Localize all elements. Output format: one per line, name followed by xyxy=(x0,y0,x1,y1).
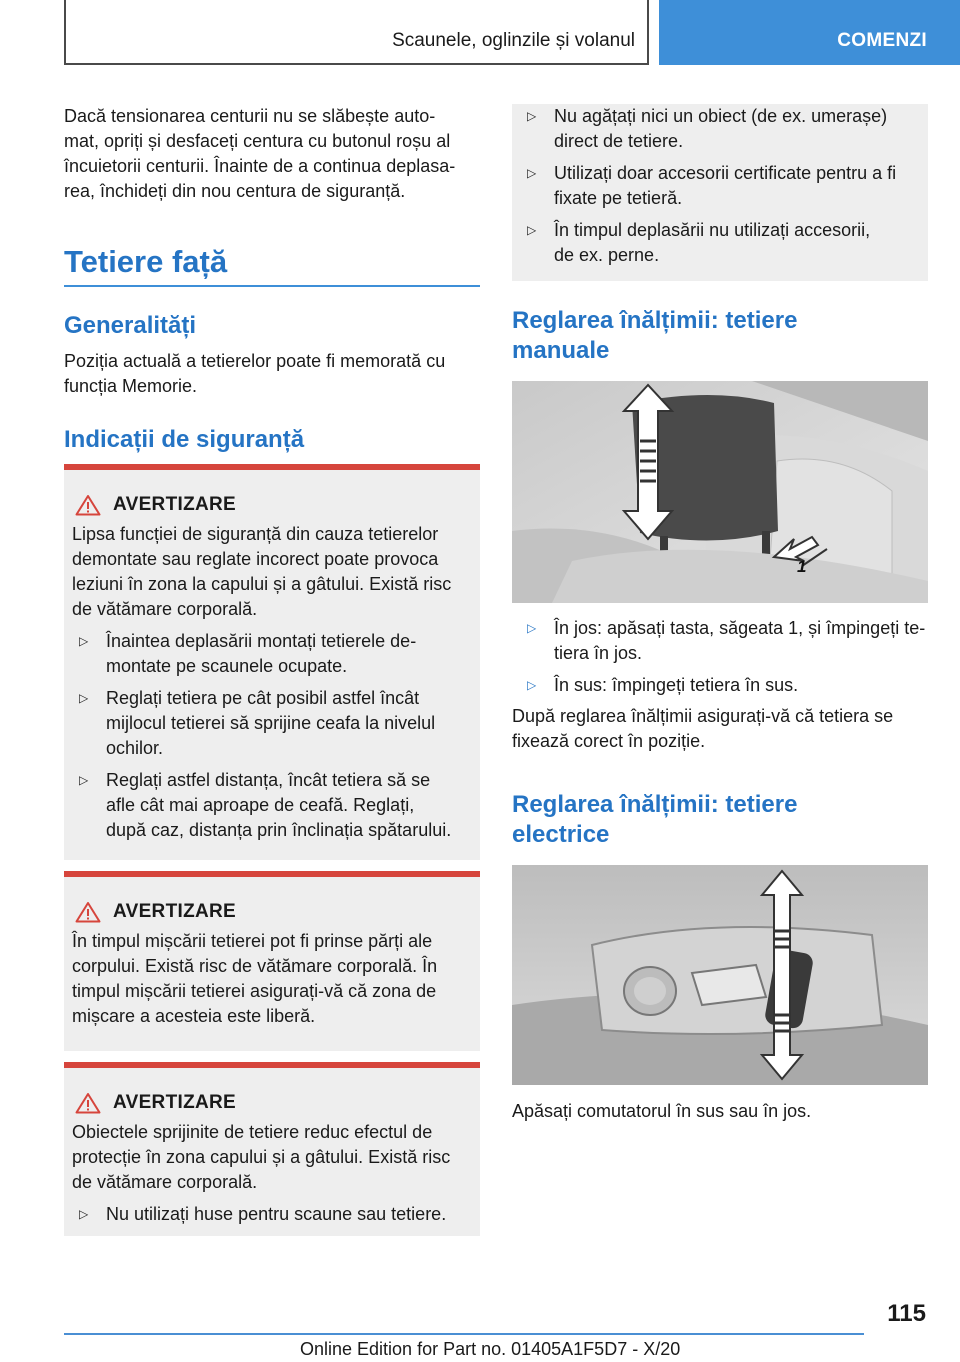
heading-rule xyxy=(64,285,480,287)
triangle-bullet-icon: ▷ xyxy=(79,773,89,787)
warning-label: AVERTIZARE xyxy=(113,901,236,922)
text-line: După reglarea înălțimii asigurați-vă că tetiera se xyxy=(512,706,894,726)
text-line: afle cât mai aproape de ceafă. Reglați, xyxy=(106,795,415,815)
list-item xyxy=(512,104,920,154)
info-box xyxy=(512,104,928,281)
triangle-bullet-icon: ▷ xyxy=(527,678,537,692)
text-line: În timpul deplasării nu utilizați accesorii, xyxy=(554,220,871,240)
electric-paragraph: Apăsați comutatorul în sus sau în jos. xyxy=(512,1101,812,1121)
text-line: Nu agățați nici un obiect (de ex. umerașe) xyxy=(554,106,888,126)
warning-label: AVERTIZARE xyxy=(113,494,236,515)
text-line: În jos: apăsați tasta, săgeata 1, și împingeți te‐ xyxy=(554,618,926,638)
triangle-bullet-icon: ▷ xyxy=(79,1207,89,1221)
header-chapter-tab[interactable] xyxy=(659,0,960,65)
electric-switch-image xyxy=(512,865,928,1085)
text-line: corpului. Există risc de vătămare corporală. În xyxy=(72,956,438,976)
text-line: funcția Memorie. xyxy=(64,376,198,396)
manual-headrest-image xyxy=(512,381,928,603)
text-line: demontate sau reglate incorect poate provoca xyxy=(72,549,439,569)
warning-bullets xyxy=(64,1195,480,1227)
footer-rule xyxy=(64,1333,864,1335)
text-line: tiera în jos. xyxy=(554,643,643,663)
text-line: ochilor. xyxy=(106,738,164,758)
warning-triangle-icon xyxy=(75,494,101,516)
text-line: de ex. perne. xyxy=(554,245,660,265)
section-title: Scaunele, oglinzile și volanul xyxy=(392,30,635,51)
warning-label: AVERTIZARE xyxy=(113,1092,236,1113)
switch-illustration xyxy=(512,865,928,1085)
list-item xyxy=(512,616,928,666)
text-line: Înaintea deplasării montați tetierele de‐ xyxy=(106,631,417,651)
chapter-title: COMENZI xyxy=(837,30,927,51)
headrest-illustration xyxy=(512,381,928,603)
triangle-bullet-icon: ▷ xyxy=(527,621,537,635)
text-line: În sus: împingeți tetiera în sus. xyxy=(554,675,799,695)
warning-triangle-icon xyxy=(75,901,101,923)
heading-line: Reglarea înălțimii: tetiere xyxy=(512,307,798,334)
heading-line: Reglarea înălțimii: tetiere xyxy=(512,791,798,818)
intro-paragraph xyxy=(64,104,480,204)
text-line: fixează corect în poziție. xyxy=(512,731,706,751)
list-item xyxy=(512,218,920,268)
text-line: fixate pe tetieră. xyxy=(554,188,683,208)
list-item xyxy=(64,686,472,761)
text-line: Reglați tetiera pe cât posibil astfel încât xyxy=(106,688,420,708)
text-line: Poziția actuală a tetierelor poate fi memorată cu xyxy=(64,351,446,371)
text-line: mijlocul tetierei să sprijine ceafa la nivelul xyxy=(106,713,436,733)
text-line: montate pe scaunele ocupate. xyxy=(106,656,348,676)
text-line: de vătămare corporală. xyxy=(72,599,258,619)
subheading-safety: Indicații de siguranță xyxy=(64,426,305,453)
text-line: de vătămare corporală. xyxy=(72,1172,258,1192)
text-line: protecție în zona capului și a gâtului. Există risc xyxy=(72,1147,451,1167)
general-paragraph xyxy=(64,349,480,399)
footer-edition: Online Edition for Part no. 01405A1F5D7 - X/20 xyxy=(300,1339,681,1359)
triangle-bullet-icon: ▷ xyxy=(527,223,537,237)
warning-header xyxy=(64,492,480,518)
warning-box-1 xyxy=(64,464,480,860)
subheading-general: Generalități xyxy=(64,312,197,339)
heading-line: manuale xyxy=(512,337,610,364)
subheading-manual xyxy=(512,306,928,366)
list-item xyxy=(512,161,920,211)
text-line: încuietorii centurii. Înainte de a continua deplasa‐ xyxy=(64,156,456,176)
text-line: Obiectele sprijinite de tetiere reduc efectul de xyxy=(72,1122,433,1142)
text-line: mișcare a acesteia este liberă. xyxy=(72,1006,316,1026)
text-line: timpul mișcării tetierei asigurați-vă că zona de xyxy=(72,981,437,1001)
callout-number: 1 xyxy=(797,557,807,576)
warning-text xyxy=(64,1116,480,1195)
triangle-bullet-icon: ▷ xyxy=(79,691,89,705)
text-line: Lipsa funcției de siguranță din cauza tetierelor xyxy=(72,524,439,544)
list-item xyxy=(64,629,472,679)
list-item xyxy=(512,673,928,698)
warning-box-3 xyxy=(64,1062,480,1236)
subheading-electric xyxy=(512,790,928,850)
text-line: după caz, distanța prin înclinația spătarului. xyxy=(106,820,452,840)
text-line: mat, opriți și desfaceți centura cu butonul roșu al xyxy=(64,131,451,151)
warning-header xyxy=(64,1090,480,1116)
header-section-tab xyxy=(64,0,649,65)
text-line: Dacă tensionarea centurii nu se slăbește auto‐ xyxy=(64,106,436,126)
heading-line: electrice xyxy=(512,821,610,848)
text-line: Nu utilizați huse pentru scaune sau tetiere. xyxy=(106,1204,447,1224)
warning-text xyxy=(64,925,480,1029)
text-line: rea, închideți din nou centura de siguranță. xyxy=(64,181,406,201)
page-number: 115 xyxy=(887,1300,926,1327)
manual-bullets xyxy=(512,616,928,698)
text-line: direct de tetiere. xyxy=(554,131,684,151)
warning-box-2 xyxy=(64,871,480,1051)
list-item xyxy=(64,1202,472,1227)
text-line: leziuni în zona la capului și a gâtului. Există risc xyxy=(72,574,452,594)
text-line: Reglați astfel distanța, încât tetiera să se xyxy=(106,770,431,790)
manual-after-paragraph xyxy=(512,704,928,754)
warning-header xyxy=(64,899,480,925)
text-line: Utilizați doar accesorii certificate pentru a fi xyxy=(554,163,897,183)
text-line: În timpul mișcării tetierei pot fi prinse părți ale xyxy=(72,931,433,951)
section-heading: Tetiere față xyxy=(64,244,228,279)
warning-triangle-icon xyxy=(75,1092,101,1114)
triangle-bullet-icon: ▷ xyxy=(79,634,89,648)
list-item xyxy=(64,768,472,843)
triangle-bullet-icon: ▷ xyxy=(527,109,537,123)
warning-bullets xyxy=(64,622,480,843)
triangle-bullet-icon: ▷ xyxy=(527,166,537,180)
warning-text xyxy=(64,518,480,622)
